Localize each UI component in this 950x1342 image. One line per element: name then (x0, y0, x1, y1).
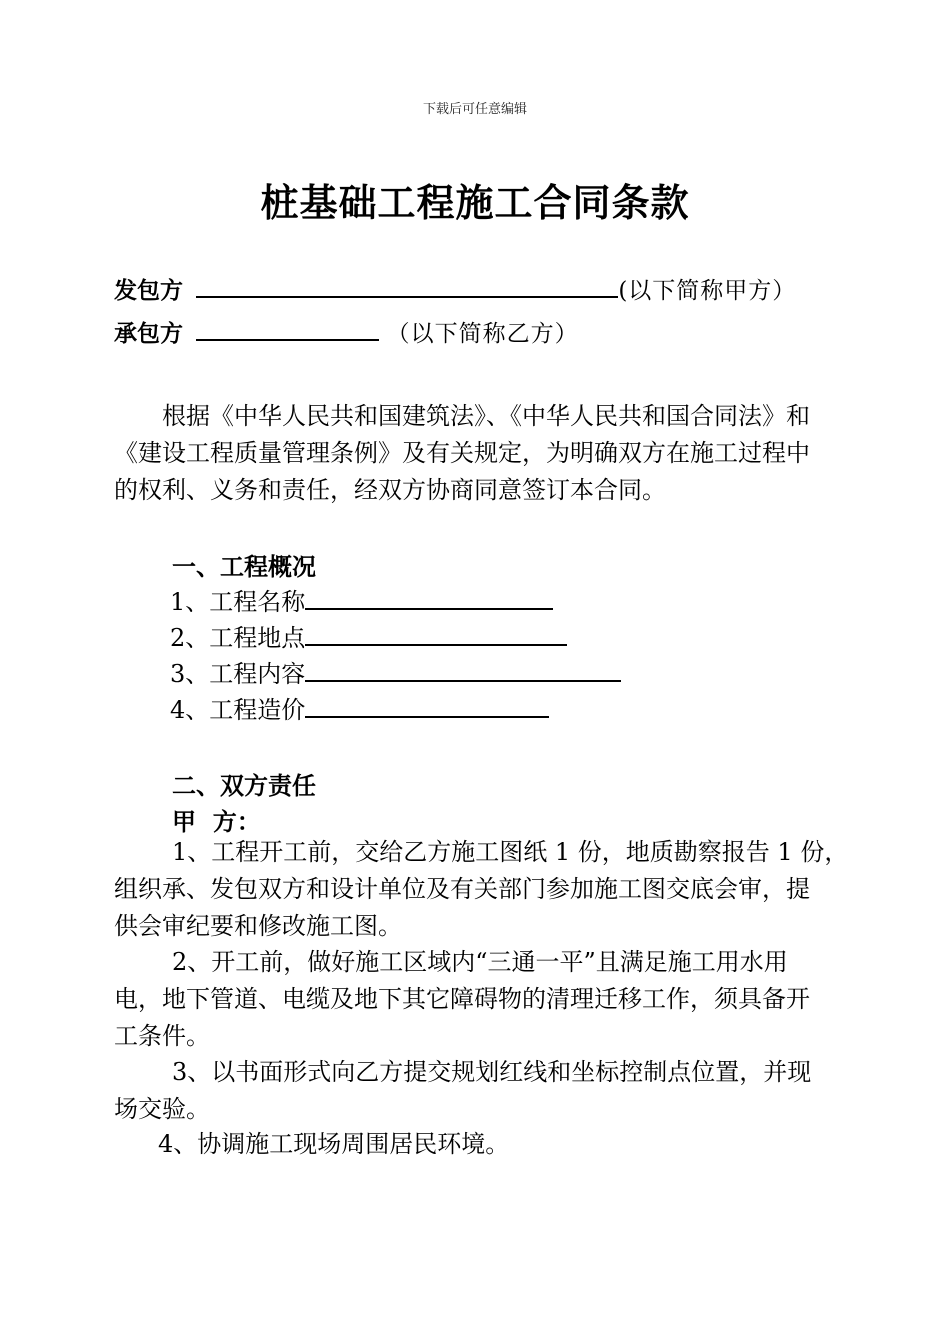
clause-line: 工条件。 (114, 1022, 210, 1050)
clause-line: 供会审纪要和修改施工图。 (114, 912, 402, 940)
clause-line: 2、开工前，做好施工区域内“三通一平”且满足施工用水用 (172, 948, 788, 976)
project-location-field (170, 618, 567, 653)
employer-blank[interactable] (196, 272, 618, 298)
project-name-blank[interactable] (305, 584, 553, 610)
document-title: 桩基础工程施工合同条款 (260, 180, 690, 225)
project-content-field (170, 654, 621, 689)
contractor-line (114, 315, 579, 348)
header-note: 下载后可任意编辑 (422, 102, 527, 117)
contractor-label: 承包方 (114, 320, 183, 347)
field-label: 3、工程内容 (170, 660, 306, 688)
employer-suffix: (以下简称甲方） (618, 278, 797, 304)
employer-line (114, 272, 796, 305)
clause-line: 组织承、发包双方和设计单位及有关部门参加施工图交底会审，提 (114, 875, 810, 903)
section1-heading: 一、工程概况 (172, 552, 316, 581)
contractor-blank[interactable] (196, 315, 379, 341)
field-label: 4、工程造价 (170, 696, 306, 724)
preamble-line-1: 根据《中华人民共和国建筑法》、《中华人民共和国合同法》和 (162, 402, 810, 430)
preamble-line-3: 的权利、义务和责任，经双方协商同意签订本合同。 (114, 476, 666, 504)
party-a-heading: 甲 方： (172, 807, 261, 836)
section2-heading: 二、双方责任 (172, 771, 316, 800)
preamble-line-2: 《建设工程质量管理条例》及有关规定，为明确双方在施工过程中 (114, 439, 810, 467)
project-name-field (170, 582, 553, 617)
clause-line: 电，地下管道、电缆及地下其它障碍物的清理迁移工作，须具备开 (114, 985, 810, 1013)
field-label: 2、工程地点 (170, 624, 306, 652)
project-content-blank[interactable] (305, 656, 621, 682)
project-cost-blank[interactable] (305, 692, 549, 718)
project-location-blank[interactable] (305, 620, 567, 646)
clause-line: 4、协调施工现场周围居民环境。 (158, 1130, 510, 1158)
clause-line: 3、以书面形式向乙方提交规划红线和坐标控制点位置，并现 (172, 1058, 812, 1086)
field-label: 1、工程名称 (170, 588, 306, 616)
contractor-suffix: （以下简称乙方） (386, 321, 579, 347)
clause-line: 场交验。 (114, 1095, 210, 1123)
employer-label: 发包方 (114, 277, 183, 304)
clause-line: 1、工程开工前，交给乙方施工图纸 1 份，地质勘察报告 1 份， (172, 838, 849, 866)
project-cost-field (170, 690, 549, 725)
